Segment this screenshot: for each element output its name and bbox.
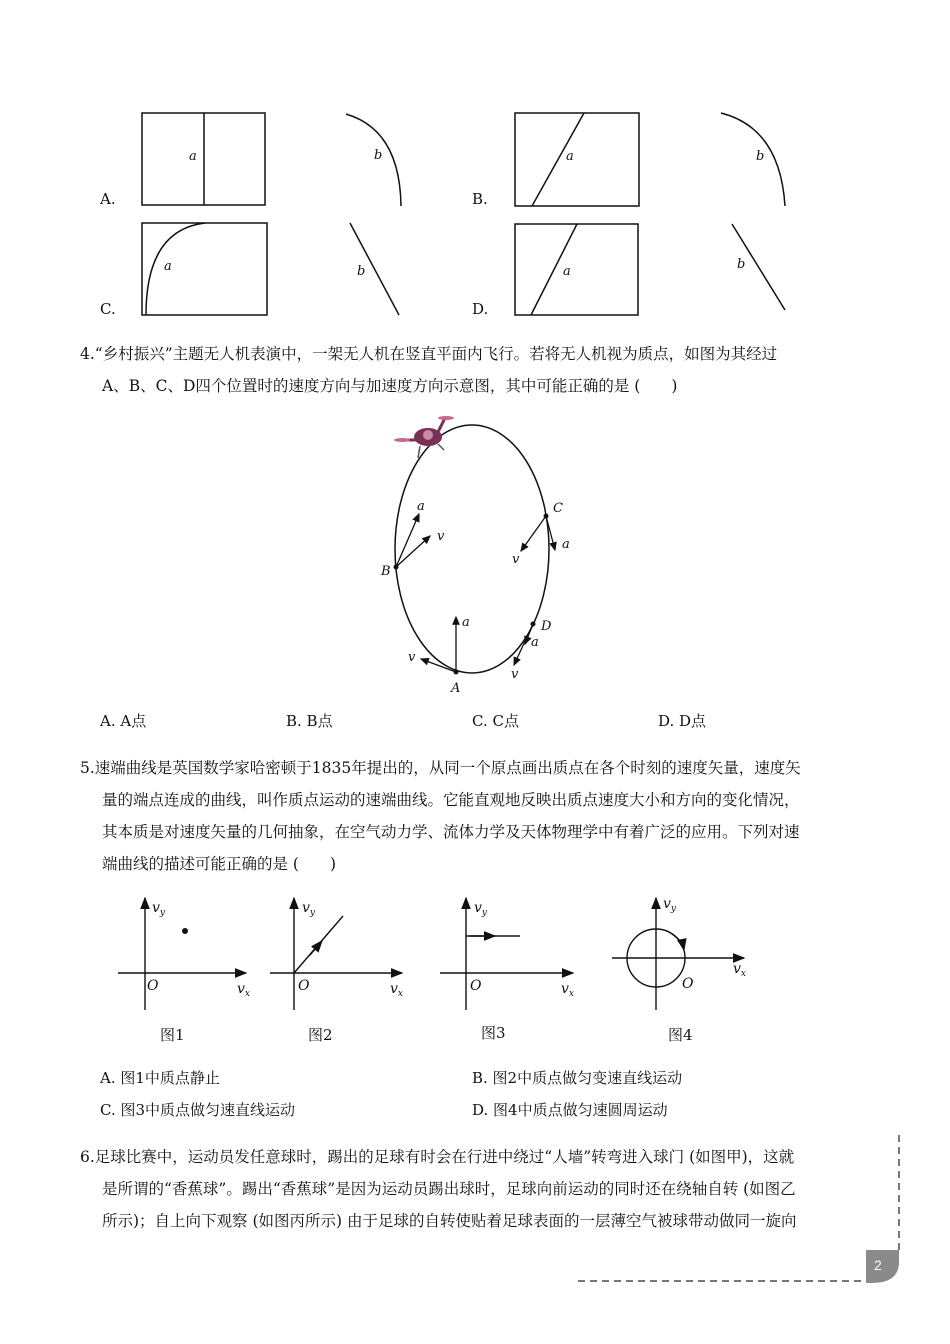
q5-line2: 量的端点连成的曲线，叫作质点运动的速端曲线。它能直观地反映出质点速度大小和方向的变化情况， xyxy=(102,791,800,809)
q4-line2: A、B、C、D四个位置时的速度方向与加速度方向示意图，其中可能正确的是 ( ) xyxy=(102,377,678,395)
q4-line1: “乡村振兴”主题无人机表演中，一架无人机在竖直平面内飞行。若将无人机视为质点，如图为其经过 xyxy=(94,345,778,363)
q3-b-label-b: b xyxy=(756,149,765,164)
q4-option-a[interactable]: A. A点 xyxy=(100,712,147,730)
q4-point-a xyxy=(454,670,459,675)
q4-c-v: v xyxy=(512,552,520,567)
q4-d-a: a xyxy=(531,635,539,650)
q5-line3: 其本质是对速度矢量的几何抽象，在空气动力学、流体力学及天体物理学中有着广泛的应用。下列对速 xyxy=(102,823,800,841)
fig3-vx: $v_x$ xyxy=(561,981,574,999)
q4-d-v: v xyxy=(511,667,519,682)
q5-option-d[interactable]: D. 图4中质点做匀速圆周运动 xyxy=(472,1101,668,1119)
page-number: 2 xyxy=(874,1257,882,1273)
q6-line2: 是所谓的“香蕉球”。踢出“香蕉球”是因为运动员踢出球时，足球向前运动的同时还在绕轴自转 (如图乙 xyxy=(102,1180,796,1198)
fig4-vx: $v_x$ xyxy=(733,961,746,979)
q5-option-b[interactable]: B. 图2中质点做匀变速直线运动 xyxy=(472,1069,683,1087)
q4-b-v: v xyxy=(437,529,445,544)
fig2-vx: $v_x$ xyxy=(390,981,403,999)
q4-b-velocity-arrow xyxy=(396,536,430,567)
q3-option-a-label: A. xyxy=(100,190,116,208)
page-number-tab xyxy=(866,1250,899,1283)
q3-d-label-b: b xyxy=(737,257,746,272)
q4-point-b xyxy=(394,565,399,570)
q4-label-d: D xyxy=(541,619,552,634)
q6-line1: 足球比赛中，运动员发任意球时，踢出的足球有时会在行进中绕过“人墙”转弯进入球门 (如图甲)，这就 xyxy=(94,1148,795,1166)
q4-figure xyxy=(360,410,600,700)
q4-option-b[interactable]: B. B点 xyxy=(286,712,333,730)
fig1-vy: $v_y$ xyxy=(152,900,166,918)
q3-option-b-label: B. xyxy=(472,190,488,208)
q3-b-label-a: a xyxy=(566,149,574,164)
q4-a-a: a xyxy=(462,615,470,630)
page-border-decoration xyxy=(560,1130,910,1290)
q6-number: 6. xyxy=(80,1148,95,1166)
q4-b-a: a xyxy=(417,499,425,514)
q4-stem xyxy=(80,338,900,402)
q5-option-c[interactable]: C. 图3中质点做匀速直线运动 xyxy=(100,1101,296,1119)
q4-point-d xyxy=(531,622,536,627)
fig4-arrow xyxy=(672,934,684,950)
q3-a-label-b: b xyxy=(374,148,383,163)
fig2-arrow xyxy=(310,941,322,955)
q3-b-curve-b xyxy=(721,113,785,206)
q6-line3: 所示)；自上向下观察 (如图丙所示) 由于足球的自转使贴着足球表面的一层薄空气被球带动做同一旋向 xyxy=(102,1212,797,1230)
q3-c-label-a: a xyxy=(164,259,172,274)
q5-option-a[interactable]: A. 图1中质点静止 xyxy=(100,1069,220,1087)
fig1-vx: $v_x$ xyxy=(237,981,250,999)
fig3-vy: $v_y$ xyxy=(474,900,488,918)
q3-option-c-label: C. xyxy=(100,300,116,318)
fig2-origin: O xyxy=(298,978,310,994)
q5-line4: 端曲线的描述可能正确的是 ( ) xyxy=(102,855,337,873)
q4-label-c: C xyxy=(553,501,563,516)
fig2-vy: $v_y$ xyxy=(302,900,316,918)
q3-d-label-a: a xyxy=(563,264,571,279)
q5-line1: 速端曲线是英国数学家哈密顿于1835年提出的，从同一个原点画出质点在各个时刻的速度矢量，速度矢 xyxy=(94,759,801,777)
q4-c-velocity-arrow xyxy=(521,516,546,551)
q4-a-v: v xyxy=(408,650,416,665)
fig3-caption: 图3 xyxy=(481,1024,506,1042)
q4-c-a: a xyxy=(562,537,570,552)
fig3-origin: O xyxy=(470,978,482,994)
q3-a-label-a: a xyxy=(189,149,197,164)
q4-b-accel-arrow xyxy=(396,514,419,567)
q4-option-d[interactable]: D. D点 xyxy=(658,712,707,730)
q4-point-c xyxy=(544,514,549,519)
fig1-point xyxy=(182,928,188,934)
q3-d-rect xyxy=(515,224,638,315)
q3-c-curve-a xyxy=(146,223,205,315)
fig4-origin: O xyxy=(682,976,694,992)
q4-label-a: A xyxy=(451,681,461,696)
fig2-caption: 图2 xyxy=(308,1026,333,1044)
q3-option-d-label: D. xyxy=(472,300,489,318)
q3-c-label-b: b xyxy=(357,264,366,279)
q3-figures xyxy=(0,0,950,330)
q4-label-b: B xyxy=(381,564,391,579)
fig1-caption: 图1 xyxy=(160,1026,185,1044)
q4-option-c[interactable]: C. C点 xyxy=(472,712,519,730)
q5-number: 5. xyxy=(80,759,95,777)
q4-c-accel-arrow xyxy=(546,516,555,550)
q5-figures xyxy=(100,890,760,1050)
fig1-origin: O xyxy=(147,978,159,994)
fig4-caption: 图4 xyxy=(668,1026,693,1044)
q5-stem xyxy=(80,752,900,880)
fig4-vy: $v_y$ xyxy=(663,896,677,914)
q4-orbit xyxy=(395,425,549,673)
q3-b-line xyxy=(532,113,584,206)
q4-number: 4. xyxy=(80,345,95,363)
q3-c-rect xyxy=(142,223,267,315)
